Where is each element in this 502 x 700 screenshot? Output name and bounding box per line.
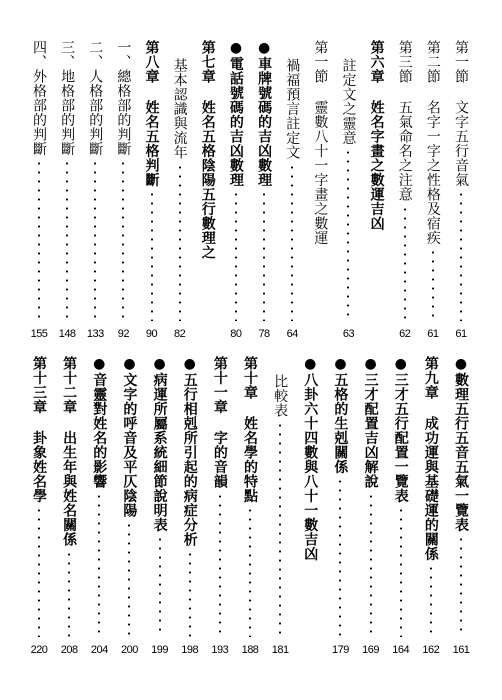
toc-entry-title: 第十一章 字的音韻 [211, 356, 228, 489]
toc-entry [360, 356, 382, 656]
toc-entry-body [209, 356, 231, 656]
toc-entry-body [390, 356, 412, 656]
toc-page-number: 63 [342, 328, 355, 340]
toc-entry [420, 356, 442, 656]
toc-entry-body [366, 40, 388, 340]
dot-leader [460, 535, 462, 637]
toc-entry [112, 40, 134, 340]
toc-entry-title: ●五行相剋所引起的病症分析 [181, 356, 198, 547]
dot-leader [235, 190, 237, 321]
toc-entry-body [281, 40, 303, 340]
toc-page-number: 80 [230, 328, 242, 340]
toc-entry-title: 基本認識與流年 [171, 58, 188, 160]
toc-entry [169, 40, 191, 340]
toc-entry-body [450, 356, 472, 656]
toc-entry-body [329, 356, 351, 656]
dot-leader [279, 421, 281, 638]
toc-entry-body [58, 356, 80, 656]
toc-page-number: 188 [241, 644, 259, 656]
toc-entry-body [179, 356, 201, 656]
toc-entry [84, 40, 106, 340]
toc-entry-title: ●病運所屬系統細節說明表 [151, 356, 168, 532]
toc-entry-title: ●八卦六十四數與八十一數吉凶 [302, 356, 319, 561]
dot-leader [98, 492, 100, 638]
toc-page-number: 78 [258, 328, 270, 340]
toc-entry-title: 一、總格部的判斷 [115, 40, 132, 156]
toc-entry-title: 比較表 [272, 374, 289, 418]
dot-leader [179, 163, 181, 322]
toc-entry-body [253, 40, 275, 340]
dot-leader [347, 148, 349, 321]
toc-entry [337, 40, 359, 340]
toc-entry-title: 第一節 靈數八十一字畫之數運 [312, 40, 329, 245]
toc-entry-title: ●三才五行配置一覽表 [392, 356, 409, 503]
toc-entry [450, 40, 472, 340]
toc-entry-title: 第六章 姓名字畫之數運吉凶 [368, 40, 385, 231]
dot-leader [339, 477, 341, 637]
toc-entry-body [422, 40, 444, 340]
toc-entry-title: 禍福預言註定文 [284, 58, 301, 160]
toc-entry-body [28, 356, 50, 656]
toc-page-number: 133 [86, 328, 104, 340]
toc-entry-title: 第一節 文字五行音氣 [453, 40, 469, 187]
toc-entry [88, 356, 110, 656]
dot-leader [122, 159, 124, 321]
toc-entry-title: ●五格的生剋關係 [332, 356, 349, 474]
toc-entry-title: ●三才配置吉凶解說 [362, 356, 379, 489]
toc-entry [141, 40, 163, 340]
toc-entry-body [360, 356, 382, 656]
toc-entry-title: 第七章 姓名五格陰陽五行數理之 [199, 40, 216, 260]
toc-entry [269, 356, 291, 656]
toc-page-number: 193 [211, 644, 229, 656]
toc-entry-title: 註定文之靈意 [340, 58, 357, 145]
toc-entry [239, 356, 261, 656]
toc-entry-title: ●車牌號碼的吉凶數理 [256, 40, 273, 187]
toc-page-number: 179 [331, 644, 349, 656]
toc-entry-body [309, 40, 331, 340]
toc-entry [281, 40, 303, 340]
toc-entry-title: 第十三章 卦象姓名學 [31, 356, 47, 503]
dot-leader [404, 205, 406, 322]
toc-entry-title: ●電話號碼的吉凶數理 [227, 40, 244, 187]
toc-entry [179, 356, 201, 656]
toc-entry [28, 40, 50, 340]
toc-page-number: 90 [145, 328, 158, 340]
toc-entry-body [337, 40, 359, 340]
toc-page-number: 161 [452, 644, 470, 656]
toc-entry-title: 第十章 姓名學的特點 [242, 356, 258, 503]
dot-leader [151, 190, 153, 321]
toc-entry-title: ●文字的呼音及平仄陰陽 [121, 356, 138, 518]
toc-entry-body [394, 40, 416, 340]
toc-entry-title: 四、外格部的判斷 [31, 40, 47, 156]
dot-leader [38, 506, 40, 637]
toc-entry [366, 40, 388, 340]
toc-entry [299, 356, 321, 656]
toc-entry-body [420, 356, 442, 656]
toc-entry [225, 40, 247, 340]
toc-entry [390, 356, 412, 656]
toc-entry-body [450, 40, 472, 340]
toc-page-number: 62 [399, 328, 411, 340]
toc-entry-title: 第三節 五氣命名之注意 [396, 40, 413, 202]
toc-entry-body [141, 40, 163, 340]
toc-entry-body [197, 40, 219, 340]
toc-page-number: 92 [117, 328, 130, 340]
toc-page-number: 82 [174, 328, 186, 340]
toc-entry-body [269, 356, 291, 656]
toc-page-number: 155 [30, 328, 48, 340]
toc-entry [253, 40, 275, 340]
dot-leader [249, 506, 251, 637]
toc-entry [118, 356, 140, 656]
dot-leader [400, 506, 402, 637]
toc-entry [422, 40, 444, 340]
dot-leader [432, 248, 434, 321]
toc-entry-title: ●音靈對姓名的影響 [91, 356, 108, 489]
dot-leader [189, 550, 191, 638]
dot-leader [128, 521, 130, 638]
dot-leader [263, 190, 265, 321]
toc-page-number: 220 [30, 644, 48, 656]
toc-entry-title: 第九章 成功運與基礎運的關係 [422, 356, 439, 561]
toc-entry-title: 第八章 姓名五格判斷 [143, 40, 160, 187]
dot-leader [38, 159, 40, 321]
toc-page-number: 61 [427, 328, 439, 340]
dot-leader [291, 163, 293, 322]
toc-entry-body [225, 40, 247, 340]
toc-entry-body [118, 356, 140, 656]
toc-entry-body [56, 40, 78, 340]
toc-entry-body [149, 356, 171, 656]
toc-entry [450, 356, 472, 656]
dot-leader [219, 492, 221, 638]
toc-page-number: 61 [455, 328, 467, 340]
toc-entry [56, 40, 78, 340]
toc-entry-title: 三、地格部的判斷 [59, 40, 76, 156]
toc-page-number: 208 [60, 644, 78, 656]
toc-entry-title: 二、人格部的判斷 [87, 40, 104, 156]
toc-page-number: 181 [271, 644, 289, 656]
toc-entry [58, 356, 80, 656]
toc-entry-body [84, 40, 106, 340]
toc-upper-section [28, 40, 472, 340]
toc-entry [309, 40, 331, 340]
toc-entry-body [112, 40, 134, 340]
toc-page-number: 200 [120, 644, 138, 656]
toc-entry-body [239, 356, 261, 656]
dot-leader [430, 564, 432, 637]
toc-page-number: 148 [58, 328, 76, 340]
toc-lower-section [28, 356, 472, 656]
toc-entry [329, 356, 351, 656]
dot-leader [460, 190, 462, 321]
dot-leader [94, 159, 96, 321]
toc-entry [28, 356, 50, 656]
toc-entry [394, 40, 416, 340]
dot-leader [370, 492, 372, 638]
toc-entry [209, 356, 231, 656]
toc-entry-title: 第十二章 出生年與姓名關係 [61, 356, 78, 547]
toc-page-number: 198 [181, 644, 199, 656]
toc-page-number: 204 [90, 644, 108, 656]
toc-entry-body [299, 356, 321, 656]
dot-leader [68, 550, 70, 638]
toc-entry [197, 40, 219, 340]
toc-page-number: 64 [286, 328, 298, 340]
toc-page-number: 169 [362, 644, 379, 656]
dot-leader [159, 535, 161, 637]
toc-page-number: 162 [422, 644, 440, 656]
toc-entry [149, 356, 171, 656]
toc-page-number: 164 [392, 644, 410, 656]
toc-page-number: 199 [151, 644, 168, 656]
toc-entry-body [169, 40, 191, 340]
toc-entry-title: ●數理五行五音五氣一覽表 [453, 356, 469, 532]
toc-entry-title: 第二節 名字一字之性格及宿疾 [424, 40, 441, 245]
dot-leader [66, 159, 68, 321]
toc-entry-body [88, 356, 110, 656]
toc-entry-body [28, 40, 50, 340]
